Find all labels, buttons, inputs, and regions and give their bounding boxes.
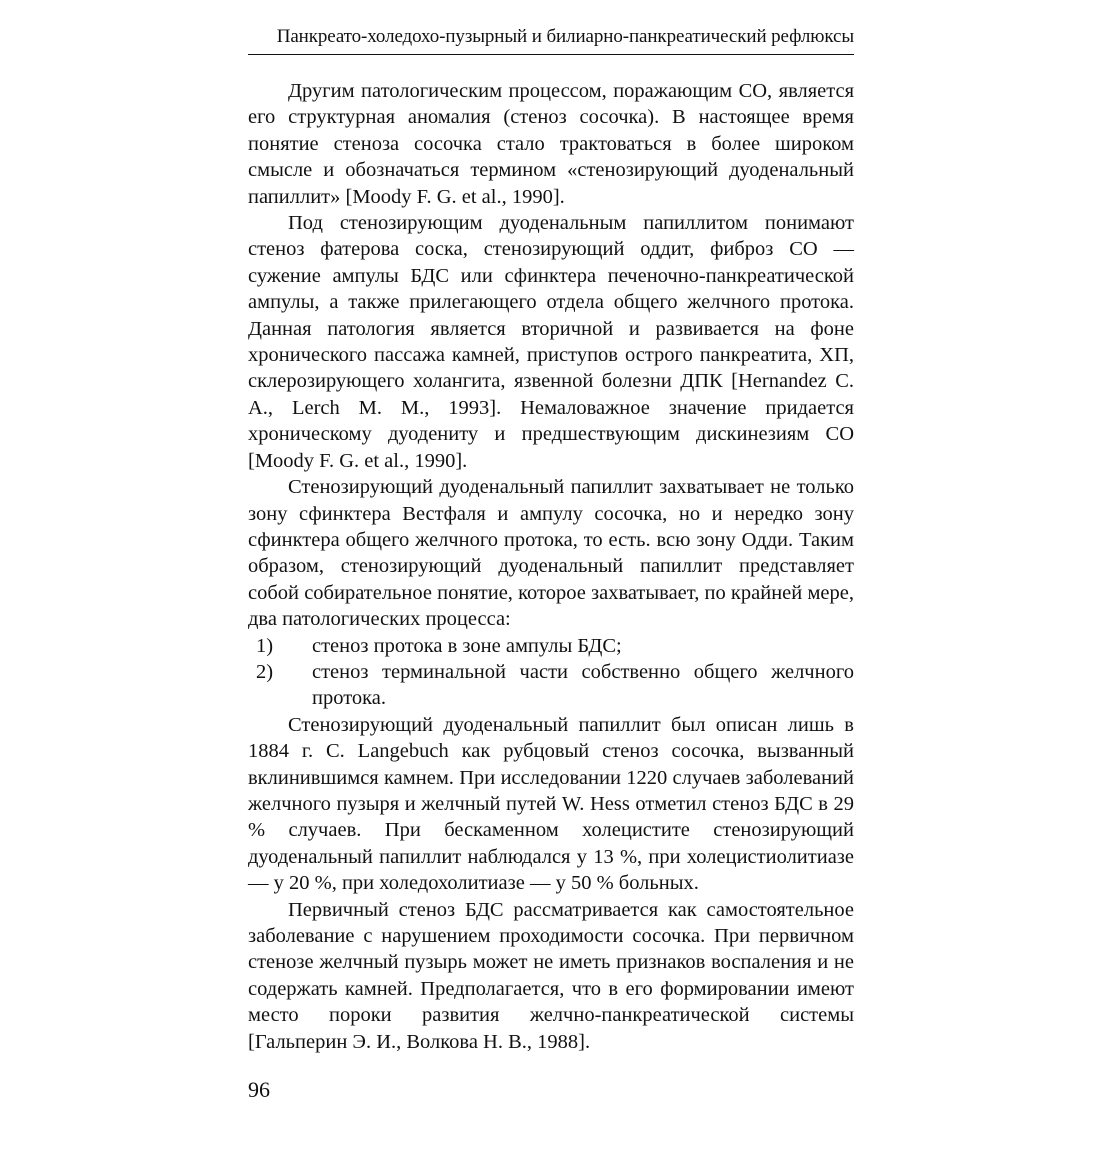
paragraph-2: Под стенозирующим дуоденальным папиллитом понимают стеноз фатерова соска, стенозирующий оддит, фиброз СО — сужение ампулы БДС или сфинктера печеночно-панкреатической ампулы, а также прилегающего отдела общего желчного протока. Данная патология является вторичной и развивается на фоне хронического пассажа камней, приступов острого панкреатита, ХП, склерозирующего холангита, язвенной болезни ДПК [Hernandez C. A., Lerch M. M., 1993]. Немаловажное значение придается хроническому дуодениту и предшествующим дискинезиям СО [Moody F. G. et al., 1990]. — [248, 212, 854, 472]
list-item-text: стеноз терминальной части собственно общего желчного протока. — [312, 660, 854, 710]
header-rule-divider — [248, 54, 854, 55]
paragraph-5: Первичный стеноз БДС рассматривается как самостоятельное заболевание с нарушением проходимости сосочка. При первичном стенозе желчный пузырь может не иметь признаков воспаления и не содержать камней. Предполагается, что в его формировании имеют место пороки развития желчно-панкреатической системы [Гальперин Э. И., Волкова Н. В., 1988]. — [248, 898, 854, 1053]
page-number: 96 — [248, 1077, 270, 1102]
paragraph-3: Стенозирующий дуоденальный папиллит захватывает не только зону сфинктера Вестфаля и ампулу сосочка, но и нередко зону сфинктера общего желчного протока, то есть. всю зону Одди. Таким образом, стенозирующий дуоденальный папиллит представляет собой собирательное понятие, которое захватывает, по крайней мере, два патологических процесса: — [248, 476, 854, 631]
body-text — [248, 78, 854, 1055]
list-item-number: 2) — [256, 660, 274, 683]
paragraph-4: Стенозирующий дуоденальный папиллит был описан лишь в 1884 г. C. Langebuch как рубцовый стеноз сосочка, вызванный вклинившимся камнем. При исследовании 1220 случаев заболеваний желчного пузыря и желчный путей W. Hess отметил стеноз БДС в 29 % случаев. При бескаменном холецистите стенозирующий дуоденальный папиллит наблюдался у 13 %, при холецистиолитиазе — у 20 %, при холедохолитиазе — у 50 % больных. — [248, 713, 854, 895]
list-item-2 — [248, 659, 854, 712]
list-item-text: стеноз протока в зоне ампулы БДС; — [312, 634, 622, 657]
list-item-1 — [248, 633, 854, 659]
running-header-title: Панкреато-холедохо-пузырный и билиарно-панкреатический рефлюксы — [276, 26, 854, 47]
list-item-number: 1) — [256, 634, 274, 657]
paragraph-1: Другим патологическим процессом, поражающим СО, является его структурная аномалия (стеноз сосочка). В настоящее время понятие стеноза сосочка стало трактоваться в более широком смысле и обозначаться термином «стенозирующий дуоденальный папиллит» [Moody F. G. et al., 1990]. — [248, 80, 854, 208]
